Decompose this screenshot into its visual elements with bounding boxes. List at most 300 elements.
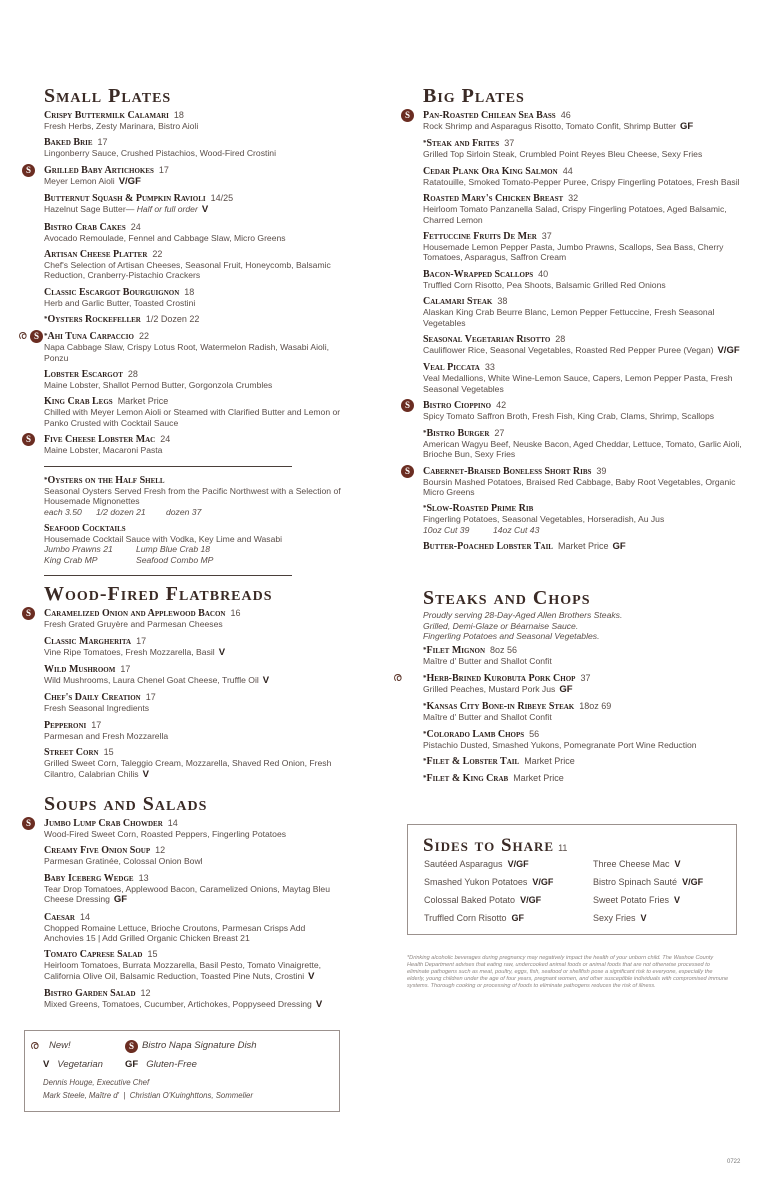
legend-vegetarian: V Vegetarian <box>43 1059 103 1070</box>
menu-item <box>25 608 344 630</box>
item-title: Pan-Roasted Chilean Sea Bass <box>423 110 556 121</box>
item-title: Cabernet-Braised Boneless Short Ribs <box>423 465 592 477</box>
item-title: Caesar <box>44 911 75 923</box>
menu-item <box>423 231 743 263</box>
description-text: Fresh Seasonal Ingredients <box>44 703 150 714</box>
dietary-tag: V <box>640 913 647 923</box>
item-name <box>44 664 344 675</box>
menu-item <box>25 817 344 839</box>
item-title: Steak and Frites <box>426 138 500 150</box>
item-description <box>423 514 743 524</box>
oyster-price: 1/2 dozen 21 <box>96 506 146 517</box>
side-item <box>593 895 680 905</box>
item-title: Street Corn <box>44 747 99 759</box>
health-disclaimer: *Drinking alcoholic beverages during pregnancy may negatively impact the health of your unborn child. The Washoe County Health Department advises that eating raw, undercooked animal foods or animal foods that are not otherwise processed to eliminate pathogens such as meat, poultry, eggs, fish, seafood or shellfish pose a significant risk to everyone, especially the elderly, young children under the age of four years, pregnant women, and other susceptible individuals with compromised immune systems. Thorough cooking or processing of foods to eliminate pathogens reduces the risk of illness. <box>407 955 729 989</box>
description-text: Spicy Tomato Saffron Broth, Fresh Fish, King Crab, Clams, Shrimp, Scallops <box>423 411 715 422</box>
item-name <box>44 249 344 260</box>
legend-signature: Bistro Napa Signature Dish <box>142 1040 257 1051</box>
description-text: Chopped Romaine Lettuce, Brioche Croutons, Parmesan Crisps Add Anchovies 15 | Add Grilled Organic Chicken Breast 21 <box>44 922 306 943</box>
side-name: Sautéed Asparagus <box>424 859 503 869</box>
item-description <box>44 534 344 544</box>
dietary-tag: V/GF <box>118 175 141 187</box>
item-description <box>423 177 743 187</box>
item-price: 40 <box>538 268 549 279</box>
description-text: Lingonberry Sauce, Crushed Pistachios, Wood-Fired Crostini <box>44 148 276 159</box>
cocktail-price: King Crab MP <box>44 554 98 565</box>
item-description <box>423 477 743 498</box>
side-item <box>424 913 524 923</box>
item-description <box>44 445 344 455</box>
item-name <box>44 692 344 703</box>
signature-icon: S <box>401 109 414 122</box>
menu-item <box>423 428 743 460</box>
item-price: 33 <box>484 362 495 373</box>
description-text: Maître d' Butter and Shallot Confit <box>423 656 552 667</box>
item-price: 28 <box>127 369 138 380</box>
description-text: Parmesan and Fresh Mozzarella <box>44 730 169 741</box>
dietary-tag: GF <box>612 541 626 553</box>
description-text: Ratatouille, Smoked Tomato-Pepper Puree, Crispy Fingerling Potatoes, Fresh Basil <box>423 176 740 187</box>
item-price: Market Price <box>524 755 575 766</box>
item-price: Market Price <box>117 396 169 407</box>
item-asterisk: * <box>423 504 427 513</box>
legend-gluten-free: GF Gluten-Free <box>125 1059 197 1070</box>
item-description <box>44 380 344 390</box>
menu-item <box>423 701 743 722</box>
item-description <box>423 121 743 132</box>
item-name <box>44 636 344 647</box>
item-price: 18 <box>173 110 184 120</box>
item-name <box>44 720 344 731</box>
signature-icon: S <box>30 330 43 343</box>
item-description <box>44 260 344 281</box>
item-title: Seafood Cocktails <box>44 522 126 534</box>
description-text: Maître d' Butter and Shallot Confit <box>423 712 552 723</box>
description-italic: Half or full order <box>136 204 198 215</box>
description-text: Herb and Garlic Butter, Toasted Crostini <box>44 297 196 308</box>
item-name <box>44 434 344 445</box>
item-description <box>423 242 743 263</box>
item-description <box>44 999 344 1010</box>
item-name <box>423 729 743 740</box>
item-price: 56 <box>529 728 540 739</box>
new-icon: ര <box>18 328 27 343</box>
item-description <box>44 148 344 158</box>
item-asterisk: * <box>423 428 427 437</box>
section-divider <box>44 575 292 576</box>
item-name <box>44 608 344 619</box>
item-description <box>44 703 344 713</box>
item-name <box>423 362 743 373</box>
item-title: Fettuccine Fruits De Mer <box>423 231 537 243</box>
item-title: Filet & King Crab <box>426 772 509 784</box>
item-description <box>423 740 743 750</box>
signature-icon: S <box>22 607 35 620</box>
description-text: Maine Lobster, Macaroni Pasta <box>44 445 163 456</box>
item-name <box>44 287 344 298</box>
item-description <box>44 204 344 215</box>
item-title: Oysters Rockefeller <box>47 314 141 326</box>
staff-line: Mark Steele, Maître d' | Christian O'Kuinghttons, Sommelier <box>43 1091 253 1100</box>
description-text: Grilled Top Sirloin Steak, Crumbled Point Reyes Bleu Cheese, Sexy Fries <box>423 149 703 160</box>
menu-item <box>423 166 743 187</box>
item-price: 18 <box>184 286 195 297</box>
item-title: Slow-Roasted Prime Rib <box>426 503 534 515</box>
signature-icon: S <box>22 433 35 446</box>
item-title: Roasted Mary's Chicken Breast <box>423 193 564 205</box>
item-description <box>423 439 743 460</box>
item-asterisk: * <box>423 773 427 782</box>
item-title: Oysters on the Half Shell <box>47 474 165 486</box>
sides-price: 11 <box>558 843 568 853</box>
menu-item <box>44 475 344 517</box>
item-price: 37 <box>541 231 552 242</box>
cocktail-price: Jumbo Prawns 21 <box>44 544 113 555</box>
item-price: 18oz 69 <box>579 701 612 712</box>
menu-item <box>393 669 743 695</box>
oyster-prices <box>44 507 344 517</box>
cut-prices <box>423 525 743 535</box>
right-column <box>393 85 743 784</box>
section-divider <box>44 466 292 467</box>
menu-item <box>25 434 344 456</box>
dietary-tag: V <box>218 646 226 658</box>
item-description <box>44 923 344 944</box>
description-text: Hazelnut Sage Butter— <box>44 204 135 215</box>
menu-item <box>44 222 344 243</box>
item-description <box>44 856 344 866</box>
menu-item <box>44 720 344 741</box>
item-name <box>44 165 344 176</box>
item-title: Classic Margherita <box>44 635 132 647</box>
item-price: 17 <box>145 692 156 703</box>
signature-icon: S <box>401 399 414 412</box>
item-price: 42 <box>496 400 507 411</box>
item-description <box>44 758 344 780</box>
cocktail-prices <box>44 544 344 554</box>
item-description <box>44 486 344 507</box>
item-title: Filet Mignon <box>426 645 486 657</box>
item-title: Pepperoni <box>44 719 87 731</box>
item-name <box>423 428 743 439</box>
item-name <box>423 110 743 121</box>
item-price: 38 <box>497 296 508 307</box>
item-title: Grilled Baby Artichokes <box>44 164 154 176</box>
side-item <box>424 859 529 869</box>
item-title: Artisan Cheese Platter <box>44 249 148 261</box>
item-name <box>44 193 344 204</box>
item-name <box>423 645 743 656</box>
item-name <box>44 949 344 960</box>
item-name <box>44 369 344 380</box>
item-name <box>44 396 344 407</box>
item-title: Seasonal Vegetarian Risotto <box>423 334 551 346</box>
side-name: Bistro Spinach Sauté <box>593 877 678 887</box>
item-price: 17 <box>120 663 131 674</box>
item-description <box>423 345 743 356</box>
item-title: Veal Piccata <box>423 362 480 374</box>
item-description <box>44 121 344 131</box>
item-title: Butter-Poached Lobster Tail <box>423 541 553 553</box>
menu-item <box>423 503 743 535</box>
side-item <box>424 877 553 887</box>
item-name <box>44 331 344 342</box>
menu-item <box>44 664 344 686</box>
side-name: Three Cheese Mac <box>593 859 670 869</box>
item-name <box>423 138 743 149</box>
description-text: Alaskan King Crab Beurre Blanc, Lemon Pepper Fettuccine, Fresh Seasonal Vegetables <box>423 307 715 328</box>
item-asterisk: * <box>423 673 427 682</box>
item-name <box>423 193 743 204</box>
description-text: Vine Ripe Tomatoes, Fresh Mozzarella, Basil <box>44 646 215 657</box>
side-name: Sweet Potato Fries <box>593 895 670 905</box>
item-name <box>44 137 344 148</box>
item-description <box>44 731 344 741</box>
item-name <box>44 475 344 486</box>
description-text: Rock Shrimp and Asparagus Risotto, Tomato Confit, Shrimp Butter <box>423 121 676 131</box>
item-price: 8oz 56 <box>490 645 518 656</box>
signature-icon: S <box>401 465 414 478</box>
dietary-tag: V <box>262 674 270 686</box>
item-name <box>44 873 344 884</box>
dietary-tag: V/GF <box>507 859 529 869</box>
item-description <box>44 884 344 906</box>
item-price: 24 <box>130 221 141 232</box>
cut-price: 10oz Cut 39 <box>423 524 470 535</box>
dietary-tag: V <box>674 895 681 905</box>
signature-icon: S <box>125 1040 138 1053</box>
menu-item <box>44 912 344 944</box>
menu-item <box>44 137 344 158</box>
item-asterisk: * <box>423 139 427 148</box>
menu-item <box>423 193 743 225</box>
item-price: 28 <box>555 334 566 345</box>
menu-item <box>423 138 743 159</box>
dietary-tag: GF <box>113 894 128 906</box>
section-title: Steaks and Chops <box>423 587 591 610</box>
description-text: Fresh Grated Gruyère and Parmesan Cheeses <box>44 619 223 630</box>
description-text: Maine Lobster, Shallot Pernod Butter, Gorgonzola Crumbles <box>44 380 273 391</box>
item-name <box>44 988 344 999</box>
item-title: Classic Escargot Bourguignon <box>44 286 180 298</box>
item-asterisk: * <box>423 729 427 738</box>
item-description <box>44 675 344 686</box>
dietary-tag: V <box>308 970 315 982</box>
description-text: Wood-Fired Sweet Corn, Roasted Peppers, Fingerling Potatoes <box>44 828 287 839</box>
menu-item <box>44 314 344 325</box>
item-asterisk: * <box>423 702 427 711</box>
side-name: Sexy Fries <box>593 913 636 923</box>
dietary-tag: GF <box>511 913 525 923</box>
menu-item <box>44 692 344 713</box>
dietary-tag: V <box>315 999 323 1011</box>
description-text: Avocado Remoulade, Fennel and Cabbage Slaw, Micro Greens <box>44 232 286 243</box>
cocktail-price: Seafood Combo MP <box>136 554 214 565</box>
item-title: Chef's Daily Creation <box>44 692 141 704</box>
item-title: Bacon-Wrapped Scallops <box>423 268 534 280</box>
menu-item <box>44 873 344 906</box>
section-subtitle: Grilled, Demi-Glaze or Béarnaise Sauce. <box>423 620 579 631</box>
item-price: 37 <box>580 672 591 683</box>
menu-item <box>44 636 344 658</box>
item-description <box>44 407 344 428</box>
item-title: Baked Brie <box>44 137 93 149</box>
menu-item <box>423 296 743 328</box>
item-description <box>423 411 743 421</box>
side-name: Smashed Yukon Potatoes <box>424 877 528 887</box>
item-price: 22 <box>138 331 149 342</box>
item-description <box>423 280 743 290</box>
menu-item <box>44 396 344 428</box>
menu-item <box>44 369 344 390</box>
sides-box <box>407 824 737 935</box>
signature-icon: S <box>22 817 35 830</box>
side-item <box>593 859 681 869</box>
item-title: Creamy Five Onion Soup <box>44 845 151 857</box>
menu-item <box>18 328 344 363</box>
item-name <box>423 296 743 307</box>
description-text: Heirloom Tomato Panzanella Salad, Crispy Fingerling Potatoes, Aged Balsamic, Charred Lemon <box>423 204 727 225</box>
dietary-tag: GF <box>680 121 694 132</box>
description-text: Truffled Corn Risotto, Pea Shoots, Balsamic Grilled Red Onions <box>423 279 666 290</box>
description-text: Cauliflower Rice, Seasonal Vegetables, Roasted Red Pepper Puree (Vegan) <box>423 345 714 356</box>
sides-title: Sides to Share 11 <box>423 835 568 856</box>
page-code: 0722 <box>727 1159 741 1165</box>
menu-item <box>25 164 344 187</box>
item-price: 39 <box>596 465 607 476</box>
cocktail-prices <box>44 555 344 565</box>
side-item <box>593 877 703 887</box>
dietary-tag: V/GF <box>717 345 740 357</box>
item-price: 37 <box>504 138 515 149</box>
item-description <box>44 647 344 658</box>
item-name <box>423 334 743 345</box>
item-asterisk: * <box>423 756 427 765</box>
item-price: 14/25 <box>210 193 234 204</box>
item-description <box>44 233 344 243</box>
menu-item <box>423 756 743 767</box>
section-title: Soups and Salads <box>44 792 208 815</box>
item-title: Kansas City Bone-in Ribeye Steak <box>426 701 575 713</box>
description-text: Fresh Herbs, Zesty Marinara, Bistro Aioli <box>44 121 199 131</box>
dietary-tag: V/GF <box>532 877 554 887</box>
item-name <box>423 701 743 712</box>
item-name <box>423 503 743 514</box>
item-title: Colorado Lamb Chops <box>426 728 525 740</box>
item-price: 24 <box>160 434 171 445</box>
menu-item <box>44 193 344 215</box>
item-price: 44 <box>562 165 573 176</box>
section-title: Small Plates <box>44 85 172 107</box>
item-price: 14 <box>79 911 90 922</box>
description-text: Parmesan Gratinée, Colossal Onion Bowl <box>44 856 203 867</box>
item-title: Jumbo Lump Crab Chowder <box>44 817 163 829</box>
item-title: Bistro Garden Salad <box>44 988 136 1000</box>
menu-item <box>44 845 344 866</box>
item-description <box>44 298 344 308</box>
section-title: Big Plates <box>423 85 525 107</box>
item-title: Bistro Cioppino <box>423 400 492 412</box>
cocktail-price: Lump Blue Crab 18 <box>136 544 211 555</box>
item-name <box>44 314 344 325</box>
item-price: 17 <box>136 635 147 646</box>
item-title: Five Cheese Lobster Mac <box>44 434 156 446</box>
item-description <box>44 342 344 363</box>
item-price: 12 <box>155 845 166 856</box>
section-subtitle: Proudly serving 28-Day-Aged Allen Brothers Steaks. <box>423 610 623 621</box>
item-price: 22 <box>152 249 163 260</box>
item-name <box>44 222 344 233</box>
item-name <box>44 747 344 758</box>
left-column <box>18 85 344 1011</box>
menu-item <box>423 334 743 356</box>
item-name <box>423 269 743 280</box>
description-text: American Wagyu Beef, Neuske Bacon, Aged Cheddar, Lettuce, Tomato, Garlic Aioli, Brioche Bun, Sexy Fries <box>423 438 742 460</box>
item-name <box>423 541 743 552</box>
menu-item <box>423 645 743 666</box>
item-title: Herb-Brined Kurobuta Pork Chop <box>426 672 576 684</box>
description-text: Mixed Greens, Tomatoes, Cucumber, Artichokes, Poppyseed Dressing <box>44 999 312 1010</box>
item-description <box>44 176 344 187</box>
oyster-price: dozen 37 <box>166 506 202 517</box>
description-text: Tear Drop Tomatoes, Applewood Bacon, Caramelized Onions, Maytag Bleu Cheese Dressing <box>44 883 330 905</box>
legend-new: New! <box>49 1040 71 1051</box>
item-price: 17 <box>158 164 169 175</box>
item-title: Filet & Lobster Tail <box>426 755 520 767</box>
description-text: Veal Medallions, White Wine-Lemon Sauce, Capers, Lemon Pepper Pasta, Fresh Seasonal Vegetables <box>423 373 733 394</box>
item-title: Bistro Burger <box>426 427 490 439</box>
item-price: 15 <box>147 949 158 960</box>
executive-chef: Dennis Houge, Executive Chef <box>43 1078 150 1087</box>
description-text: Seasonal Oysters Served Fresh from the Pacific Northwest with a Selection of Housemade Mignonettes <box>44 485 341 507</box>
item-description <box>44 619 344 629</box>
section-subtitle: Fingerling Potatoes and Seasonal Vegetables. <box>423 630 600 641</box>
item-name <box>44 912 344 923</box>
item-title: Crispy Buttermilk Calamari <box>44 110 169 121</box>
menu-item <box>44 949 344 982</box>
item-name <box>44 523 344 534</box>
item-price: 16 <box>230 608 241 619</box>
item-asterisk: * <box>44 315 48 324</box>
item-description <box>423 307 743 328</box>
item-name <box>423 400 743 411</box>
description-text: Boursin Mashed Potatoes, Braised Red Cabbage, Baby Root Vegetables, Organic Micro Greens <box>423 476 736 497</box>
item-asterisk: * <box>44 475 48 484</box>
item-description <box>423 712 743 722</box>
item-description <box>423 656 743 666</box>
item-title: Tomato Caprese Salad <box>44 949 143 961</box>
item-title: Ahi Tuna Carpaccio <box>47 331 134 343</box>
item-price: 27 <box>494 427 505 438</box>
item-price: 12 <box>140 988 151 999</box>
item-title: Calamari Steak <box>423 296 493 308</box>
item-title: Lobster Escargot <box>44 369 123 381</box>
menu-item <box>44 523 344 565</box>
item-description <box>44 960 344 982</box>
side-name: Truffled Corn Risotto <box>424 913 507 923</box>
description-text: Chilled with Meyer Lemon Aioli or Steamed with Clarified Butter and Lemon or Panko Crusted with Cocktail Sauce <box>44 407 341 428</box>
item-price: 15 <box>103 747 114 758</box>
item-description <box>423 204 743 225</box>
side-item <box>593 913 647 923</box>
oyster-price: each 3.50 <box>44 506 82 517</box>
item-title: Caramelized Onion and Applewood Bacon <box>44 608 226 620</box>
menu-item <box>423 269 743 290</box>
item-title: Wild Mushroom <box>44 663 116 675</box>
item-asterisk: * <box>44 332 48 341</box>
description-text: Heirloom Tomatoes, Burrata Mozzarella, Basil Pesto, Tomato Vinaigrette, California Olive Oil, Balsamic Reduction, Toasted Pine Nuts, Crostini <box>44 960 322 981</box>
item-description <box>423 373 743 394</box>
